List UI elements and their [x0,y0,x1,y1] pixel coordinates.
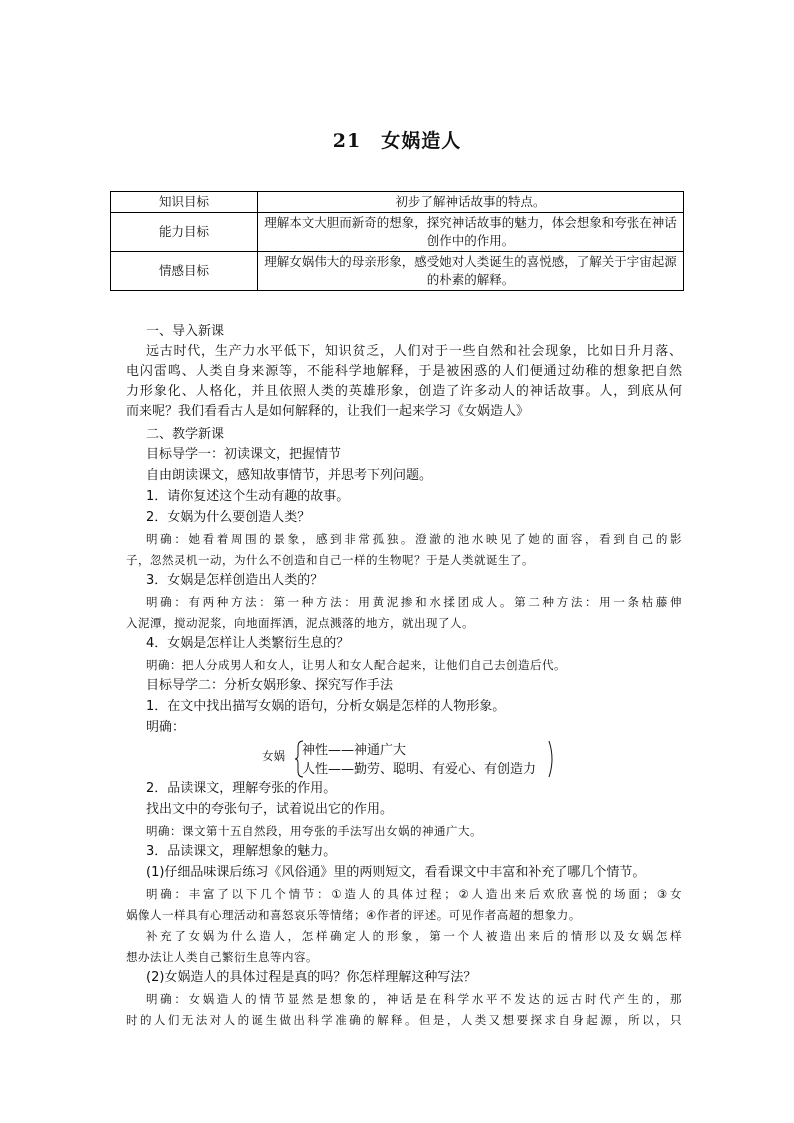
answer-line: 入泥潭，搅动泥浆，向地面挥洒，泥点溅落的地方，就出现了人。 [126,616,474,630]
paragraph-line: 找出文中的夸张句子，试着说出它的作用。 [146,802,394,817]
question: 4．女娲是怎样让人类繁衍生息的？ [146,636,350,651]
section-heading: 一、导入新课 [146,324,225,339]
table-row [111,252,684,291]
answer-line: 想办法让人类自己繁衍生息等内容。 [126,950,318,964]
diagram-subject: 女娲 [262,749,285,763]
question: 1．请你复述这个生动有趣的故事。 [146,489,350,504]
objective-text: 初步了解神话故事的特点。 [258,192,684,213]
answer-line: 补充了女娲为什么造人，怎样确定人的形象，第一个人被造出来后的情形以及女娲怎样 [146,929,682,943]
objective-text: 理解女娲伟大的母亲形象，感受她对人类诞生的喜悦感，了解关于宇宙起源的朴素的解释。 [258,252,684,291]
objective-label: 情感目标 [111,252,258,291]
paragraph-line: 自由朗读课文，感知故事情节，并思考下列问题。 [146,468,433,483]
answer-line: 明确：丰富了以下几个情节：①造人的具体过程；②人造出来后欢欣喜悦的场面；③女 [146,887,682,901]
answer-line: 明确：课文第十五自然段，用夸张的手法写出女娲的神通广大。 [146,824,482,838]
answer-line: 明确：有两种方法：第一种方法：用黄泥掺和水揉团成人。第二种方法：用一条枯藤伸 [146,595,682,609]
answer-line: 明确：她看着周围的景象，感到非常孤独。澄澈的池水映见了她的面容，看到自己的影 [146,532,682,546]
answer-line: 明确：女娲造人的情节显然是想象的，神话是在科学水平不发达的远古时代产生的，那 [146,992,682,1006]
diagram-row-humanity: 人性——勤劳、聪明、有爱心、有创造力 [302,762,537,777]
objective-label: 能力目标 [111,213,258,252]
answer-label: 明确： [146,720,186,735]
subheading: 目标导学一：初读课文，把握情节 [146,447,342,462]
answer-line: 明确：把人分成男人和女人，让男人和女人配合起来，让他们自己去创造后代。 [146,658,566,672]
paragraph-line: 力形象化、人格化，并且依照人类的英雄形象，创造了许多动人的神话故事。人，到底从何 [126,384,682,399]
section-heading: 二、教学新课 [146,427,225,442]
objective-label: 知识目标 [111,192,258,213]
right-paren-icon [548,739,556,779]
subheading: 目标导学二：分析女娲形象、探究写作手法 [146,678,394,693]
table-row [111,213,684,252]
table-row [111,192,684,213]
diagram-row-divinity: 神性——神通广大 [302,743,407,758]
answer-line: 子，忽然灵机一动，为什么不创造和自己一样的生物呢？于是人类就诞生了。 [126,553,534,567]
objectives-table [110,191,684,291]
question: (2)女娲造人的具体过程是真的吗？你怎样理解这种写法？ [146,970,477,985]
question: 3．女娲是怎样创造出人类的？ [146,573,324,588]
question: 2．女娲为什么要创造人类？ [146,510,311,525]
page-title: 21 女娲造人 [332,130,462,152]
question: 2．品读课文，理解夸张的作用。 [146,781,337,796]
answer-line: 时的人们无法对人的诞生做出科学准确的解释。但是，人类又想要探求自身起源，所以，只 [126,1013,682,1027]
objective-text: 理解本文大胆而新奇的想象，探究神话故事的魅力，体会想象和夸张在神话创作中的作用。 [258,213,684,252]
nuwa-image-diagram [262,739,562,779]
question: (1)仔细品味课后练习《风俗通》里的两则短文，看看课文中丰富和补充了哪几个情节。 [146,865,646,880]
question: 3．品读课文，理解想象的魅力。 [146,844,337,859]
paragraph-line: 远古时代，生产力水平低下，知识贫乏，人们对于一些自然和社会现象，比如日升月落、 [146,344,682,359]
paragraph-line: 电闪雷鸣、人类自身来源等，不能科学地解释，于是被困惑的人们便通过幼稚的想象把自然 [126,364,682,379]
question: 1．在文中找出描写女娲的语句，分析女娲是怎样的人物形象。 [146,699,506,714]
paragraph-line: 而来呢？我们看看古人是如何解释的，让我们一起来学习《女娲造人》 [126,404,530,419]
answer-line: 娲像人一样具有心理活动和喜怒哀乐等情绪；④作者的评述。可见作者高超的想象力。 [126,908,581,922]
